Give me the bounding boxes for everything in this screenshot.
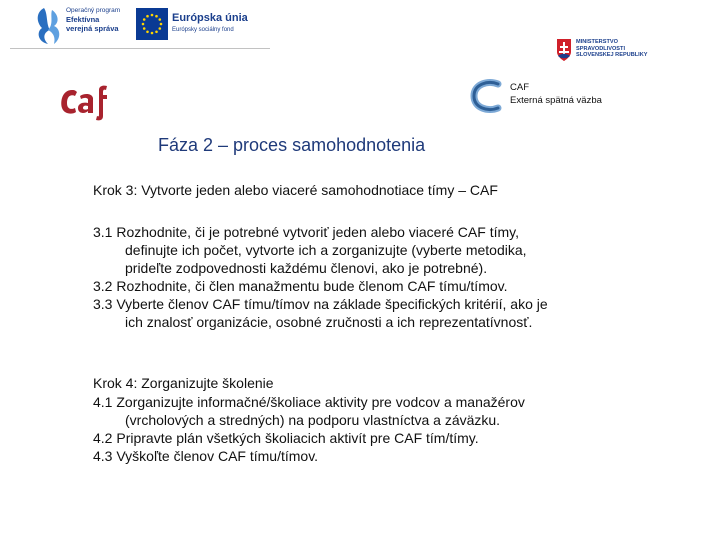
caf-logo bbox=[56, 82, 116, 124]
list-item: ich znalosť organizácie, osobné zručnosti a ich reprezentatívnosť. bbox=[125, 314, 533, 330]
slovak-coat-of-arms-icon bbox=[556, 38, 572, 62]
list-item: 3.2 Rozhodnite, či člen manažmentu bude členom CAF tímu/tímov. bbox=[93, 278, 508, 294]
slide-title: Fáza 2 – proces samohodnotenia bbox=[158, 135, 426, 155]
eu-logo-text: Európska únia Európsky sociálny fond bbox=[172, 12, 248, 33]
header-divider bbox=[10, 48, 270, 49]
step4-list bbox=[93, 393, 525, 465]
step4-heading: Krok 4: Zorganizujte školenie bbox=[93, 375, 274, 391]
op-logo-text: Operačný program Efektívna verejná správa bbox=[66, 7, 121, 33]
step3-heading: Krok 3: Vytvorte jeden alebo viaceré samohodnotiace tímy – CAF bbox=[93, 182, 498, 198]
step3-list bbox=[93, 223, 548, 331]
caf-feedback-label: CAF Externá spätná väzba bbox=[510, 82, 602, 106]
list-item: 4.2 Pripravte plán všetkých školiacich aktivít pre CAF tím/tímy. bbox=[93, 430, 479, 446]
list-item: (vrcholových a stredných) na podporu vlastníctva a záväzku. bbox=[125, 412, 501, 428]
list-item: 3.1 Rozhodnite, či je potrebné vytvoriť jeden alebo viaceré CAF tímy, bbox=[93, 224, 519, 240]
list-item: 3.3 Vyberte členov CAF tímu/tímov na základe špecifických kritérií, ako je bbox=[93, 296, 548, 312]
list-item: definujte ich počet, vytvorte ich a zorganizujte (vyberte metodika, bbox=[125, 242, 527, 258]
list-item: 4.1 Zorganizujte informačné/školiace aktivity pre vodcov a manažérov bbox=[93, 394, 525, 410]
list-item: 4.3 Vyškoľte členov CAF tímu/tímov. bbox=[93, 448, 319, 464]
eu-flag-icon bbox=[136, 8, 168, 40]
list-item: prideľte zodpovednosti každému členovi, ako je potrebné). bbox=[125, 260, 488, 276]
caf-c-logo bbox=[468, 78, 508, 114]
ministry-logo-text: MINISTERSTVO SPRAVODLIVOSTI SLOVENSKEJ REPUBLIKY bbox=[576, 39, 648, 59]
